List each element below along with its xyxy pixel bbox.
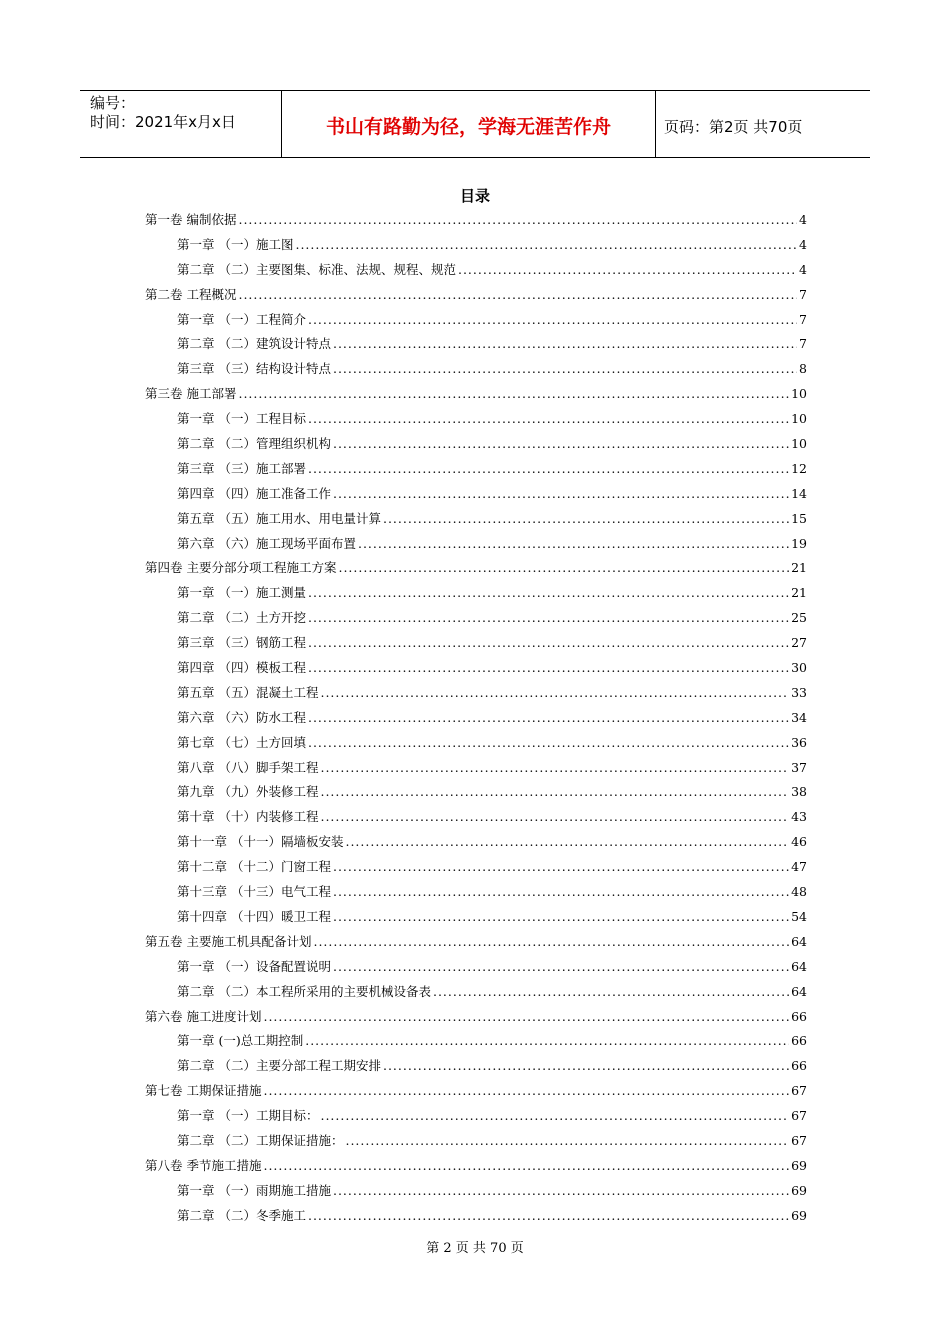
toc-entry-title: 第十一章 （十一）隔墙板安装	[177, 834, 344, 850]
toc-dot-leader	[383, 1058, 789, 1073]
toc-chapter-entry[interactable]	[145, 758, 807, 783]
toc-chapter-entry[interactable]	[145, 633, 807, 658]
toc-dot-leader	[238, 212, 797, 227]
toc-chapter-entry[interactable]	[145, 882, 807, 907]
toc-dot-leader	[305, 1033, 789, 1048]
toc-entry-page: 37	[791, 759, 807, 775]
toc-entry-title: 第一章 （一）施工测量	[177, 585, 306, 601]
toc-entry-page: 34	[791, 709, 807, 725]
toc-entry-title: 第一章 （一）设备配置说明	[177, 958, 331, 974]
serial-label: 编号：	[90, 94, 136, 112]
toc-chapter-entry[interactable]	[145, 782, 807, 807]
toc-dot-leader	[263, 1009, 789, 1024]
toc-entry-title: 第一章 （一）工程目标	[177, 411, 306, 427]
toc-entry-page: 66	[791, 1008, 807, 1024]
toc-entry-page: 64	[791, 983, 807, 999]
toc-entry-page: 4	[799, 261, 807, 277]
toc-entry-page: 12	[791, 460, 807, 476]
toc-dot-leader	[263, 1083, 789, 1098]
toc-dot-leader	[358, 536, 789, 551]
toc-dot-leader	[333, 486, 789, 501]
toc-entry-title: 第二章 （二）管理组织机构	[177, 436, 331, 452]
toc-dot-leader	[333, 884, 789, 899]
toc-dot-leader	[333, 909, 789, 924]
toc-entry-page: 67	[791, 1132, 807, 1148]
toc-entry-page: 38	[791, 784, 807, 800]
toc-chapter-entry[interactable]	[145, 484, 807, 509]
toc-entry-title: 第六卷 施工进度计划	[145, 1008, 262, 1024]
toc-chapter-entry[interactable]	[145, 310, 807, 335]
toc-dot-leader	[313, 934, 789, 949]
toc-dot-leader	[238, 287, 797, 302]
toc-dot-leader	[308, 735, 789, 750]
toc-entry-page: 46	[791, 834, 807, 850]
toc-entry-title: 第四章 （四）施工准备工作	[177, 485, 331, 501]
toc-chapter-entry[interactable]	[145, 260, 807, 285]
toc-entry-title: 第十章 （十）内装修工程	[177, 809, 319, 825]
toc-dot-leader	[308, 660, 789, 675]
toc-entry-title: 第四卷 主要分部分项工程施工方案	[145, 560, 337, 576]
toc-entry-title: 第三章 （三）钢筋工程	[177, 635, 306, 651]
header-page-info: 页码：第2页 共70页	[664, 118, 803, 136]
toc-dot-leader	[333, 361, 797, 376]
page-footer: 第 2 页 共 70 页	[426, 1241, 524, 1256]
toc-dot-leader	[333, 859, 789, 874]
toc-chapter-entry[interactable]	[145, 534, 807, 559]
toc-dot-leader	[308, 710, 789, 725]
toc-chapter-entry[interactable]	[145, 434, 807, 459]
toc-chapter-entry[interactable]	[145, 459, 807, 484]
toc-entry-page: 48	[791, 884, 807, 900]
toc-entry-title: 第二章 （二）冬季施工	[177, 1207, 306, 1223]
toc-title: 目录	[459, 187, 490, 205]
toc-dot-leader	[345, 1133, 789, 1148]
toc-entry-page: 64	[791, 958, 807, 974]
toc-entry-page: 19	[791, 535, 807, 551]
toc-volume-entry[interactable]	[145, 210, 807, 235]
header-motto: 书山有路勤为径，学海无涯苦作舟	[325, 116, 611, 138]
toc-chapter-entry[interactable]	[145, 1181, 807, 1206]
toc-dot-leader	[433, 984, 789, 999]
toc-dot-leader	[308, 610, 789, 625]
toc-volume-entry[interactable]	[145, 1156, 807, 1181]
toc-chapter-entry[interactable]	[145, 1206, 807, 1231]
toc-chapter-entry[interactable]	[145, 658, 807, 683]
toc-dot-leader	[320, 760, 789, 775]
toc-chapter-entry[interactable]	[145, 957, 807, 982]
toc-dot-leader	[320, 1108, 789, 1123]
toc-entry-title: 第四章 （四）模板工程	[177, 660, 306, 676]
toc-entry-title: 第一卷 编制依据	[145, 212, 237, 227]
header-bottom-rule	[80, 157, 870, 158]
toc-entry-page: 33	[791, 684, 807, 700]
toc-entry-title: 第七卷 工期保证措施	[145, 1083, 262, 1099]
toc-chapter-entry[interactable]	[145, 359, 807, 384]
toc-chapter-entry[interactable]	[145, 708, 807, 733]
toc-entry-title: 第一章 (一)总工期控制	[177, 1033, 304, 1049]
toc-volume-entry[interactable]	[145, 1081, 807, 1106]
toc-entry-title: 第六章 （六）施工现场平面布置	[177, 535, 356, 551]
toc-entry-title: 第五卷 主要施工机具配备计划	[145, 933, 312, 949]
toc-entry-page: 69	[791, 1182, 807, 1198]
toc-entry-page: 69	[791, 1157, 807, 1173]
toc-chapter-entry[interactable]	[145, 683, 807, 708]
toc-entry-page: 66	[791, 1033, 807, 1049]
toc-entry-page: 7	[799, 336, 807, 352]
toc-entry-title: 第二章 （二）本工程所采用的主要机械设备表	[177, 983, 431, 999]
toc-volume-entry[interactable]	[145, 384, 807, 409]
toc-entry-title: 第八章 （八）脚手架工程	[177, 759, 319, 775]
header-top-rule	[80, 90, 870, 91]
toc-dot-leader	[295, 237, 797, 252]
toc-chapter-entry[interactable]	[145, 733, 807, 758]
header-divider-right	[655, 90, 656, 158]
toc-entry-page: 4	[799, 212, 807, 227]
toc-entry-title: 第三卷 施工部署	[145, 386, 237, 402]
toc-entry-page: 14	[791, 485, 807, 501]
toc-entry-page: 10	[791, 411, 807, 427]
toc-dot-leader	[333, 1183, 789, 1198]
toc-entry-page: 8	[799, 361, 807, 377]
toc-dot-leader	[308, 1208, 789, 1223]
toc-dot-leader	[345, 834, 789, 849]
toc-entry-title: 第六章 （六）防水工程	[177, 709, 306, 725]
toc-dot-leader	[333, 336, 797, 351]
toc-entry-page: 4	[799, 236, 807, 252]
toc-dot-leader	[383, 511, 789, 526]
toc-dot-leader	[308, 635, 789, 650]
toc-entry-page: 21	[791, 585, 807, 601]
toc-volume-entry[interactable]	[145, 1007, 807, 1032]
toc-entry-page: 69	[791, 1207, 807, 1223]
toc-chapter-entry[interactable]	[145, 235, 807, 260]
toc-entry-title: 第十四章 （十四）暖卫工程	[177, 908, 331, 924]
toc-entry-title: 第二卷 工程概况	[145, 286, 237, 302]
toc-chapter-entry[interactable]	[145, 1106, 807, 1131]
toc-entry-page: 7	[799, 286, 807, 302]
toc-entry-title: 第二章 （二）建筑设计特点	[177, 336, 331, 352]
toc-entry-title: 第五章 （五）混凝土工程	[177, 684, 319, 700]
toc-entry-page: 7	[799, 311, 807, 327]
toc-entry-page: 10	[791, 436, 807, 452]
toc-entry-title: 第三章 （三）结构设计特点	[177, 361, 331, 377]
toc-dot-leader	[308, 312, 797, 327]
toc-entry-title: 第一章 （一）工程简介	[177, 311, 306, 327]
toc-entry-page: 21	[791, 560, 807, 576]
toc-dot-leader	[308, 461, 789, 476]
toc-entry-title: 第一章 （一）施工图	[177, 236, 294, 252]
toc-dot-leader	[308, 411, 789, 426]
toc-chapter-entry[interactable]	[145, 1131, 807, 1156]
toc-entry-title: 第二章 （二）工期保证措施：	[177, 1132, 344, 1148]
toc-entry-page: 43	[791, 809, 807, 825]
toc-chapter-entry[interactable]	[145, 583, 807, 608]
toc-entry-title: 第八卷 季节施工措施	[145, 1157, 262, 1173]
toc-entry-page: 27	[791, 635, 807, 651]
toc-dot-leader	[308, 585, 789, 600]
toc-chapter-entry[interactable]	[145, 982, 807, 1007]
toc-chapter-entry[interactable]	[145, 857, 807, 882]
toc-chapter-entry[interactable]	[145, 832, 807, 857]
toc-dot-leader	[238, 386, 789, 401]
toc-entry-title: 第九章 （九）外装修工程	[177, 784, 319, 800]
toc-dot-leader	[458, 262, 797, 277]
toc-entry-page: 15	[791, 510, 807, 526]
toc-chapter-entry[interactable]	[145, 334, 807, 359]
toc-chapter-entry[interactable]	[145, 409, 807, 434]
toc-chapter-entry[interactable]	[145, 907, 807, 932]
time-label: 时间：2021年x月x日	[90, 113, 236, 131]
toc-entry-title: 第十三章 （十三）电气工程	[177, 884, 331, 900]
toc-entry-page: 10	[791, 386, 807, 402]
toc-entry-title: 第二章 （二）主要分部工程工期安排	[177, 1058, 381, 1074]
toc-entry-page: 67	[791, 1083, 807, 1099]
toc-chapter-entry[interactable]	[145, 608, 807, 633]
toc-entry-page: 66	[791, 1058, 807, 1074]
toc-entry-page: 30	[791, 660, 807, 676]
toc-entry-page: 25	[791, 610, 807, 626]
toc-entry-page: 64	[791, 933, 807, 949]
toc-entry-title: 第二章 （二）土方开挖	[177, 610, 306, 626]
toc-dot-leader	[338, 560, 789, 575]
toc-entry-title: 第十二章 （十二）门窗工程	[177, 859, 331, 875]
toc-chapter-entry[interactable]	[145, 1056, 807, 1081]
toc-volume-entry[interactable]	[145, 558, 807, 583]
toc-entry-page: 47	[791, 859, 807, 875]
toc-entry-title: 第七章 （七）土方回填	[177, 734, 306, 750]
toc-volume-entry[interactable]	[145, 285, 807, 310]
toc-entry-page: 36	[791, 734, 807, 750]
toc-entry-title: 第三章 （三）施工部署	[177, 460, 306, 476]
toc-entry-title: 第五章 （五）施工用水、用电量计算	[177, 510, 381, 526]
toc-entry-page: 54	[791, 908, 807, 924]
toc-dot-leader	[333, 436, 789, 451]
toc-dot-leader	[263, 1158, 789, 1173]
toc-entry-page: 67	[791, 1108, 807, 1124]
toc-volume-entry[interactable]	[145, 932, 807, 957]
toc-chapter-entry[interactable]	[145, 807, 807, 832]
header-meta	[90, 94, 236, 132]
toc-entry-title: 第二章 （二）主要图集、标准、法规、规程、规范	[177, 261, 456, 277]
toc-chapter-entry[interactable]	[145, 1031, 807, 1056]
table-of-contents	[145, 210, 807, 1231]
toc-dot-leader	[320, 685, 789, 700]
toc-entry-title: 第一章 （一）工期目标：	[177, 1108, 319, 1124]
toc-dot-leader	[320, 809, 789, 824]
toc-entry-title: 第一章 （一）雨期施工措施	[177, 1182, 331, 1198]
toc-chapter-entry[interactable]	[145, 509, 807, 534]
toc-dot-leader	[333, 959, 789, 974]
toc-dot-leader	[320, 784, 789, 799]
